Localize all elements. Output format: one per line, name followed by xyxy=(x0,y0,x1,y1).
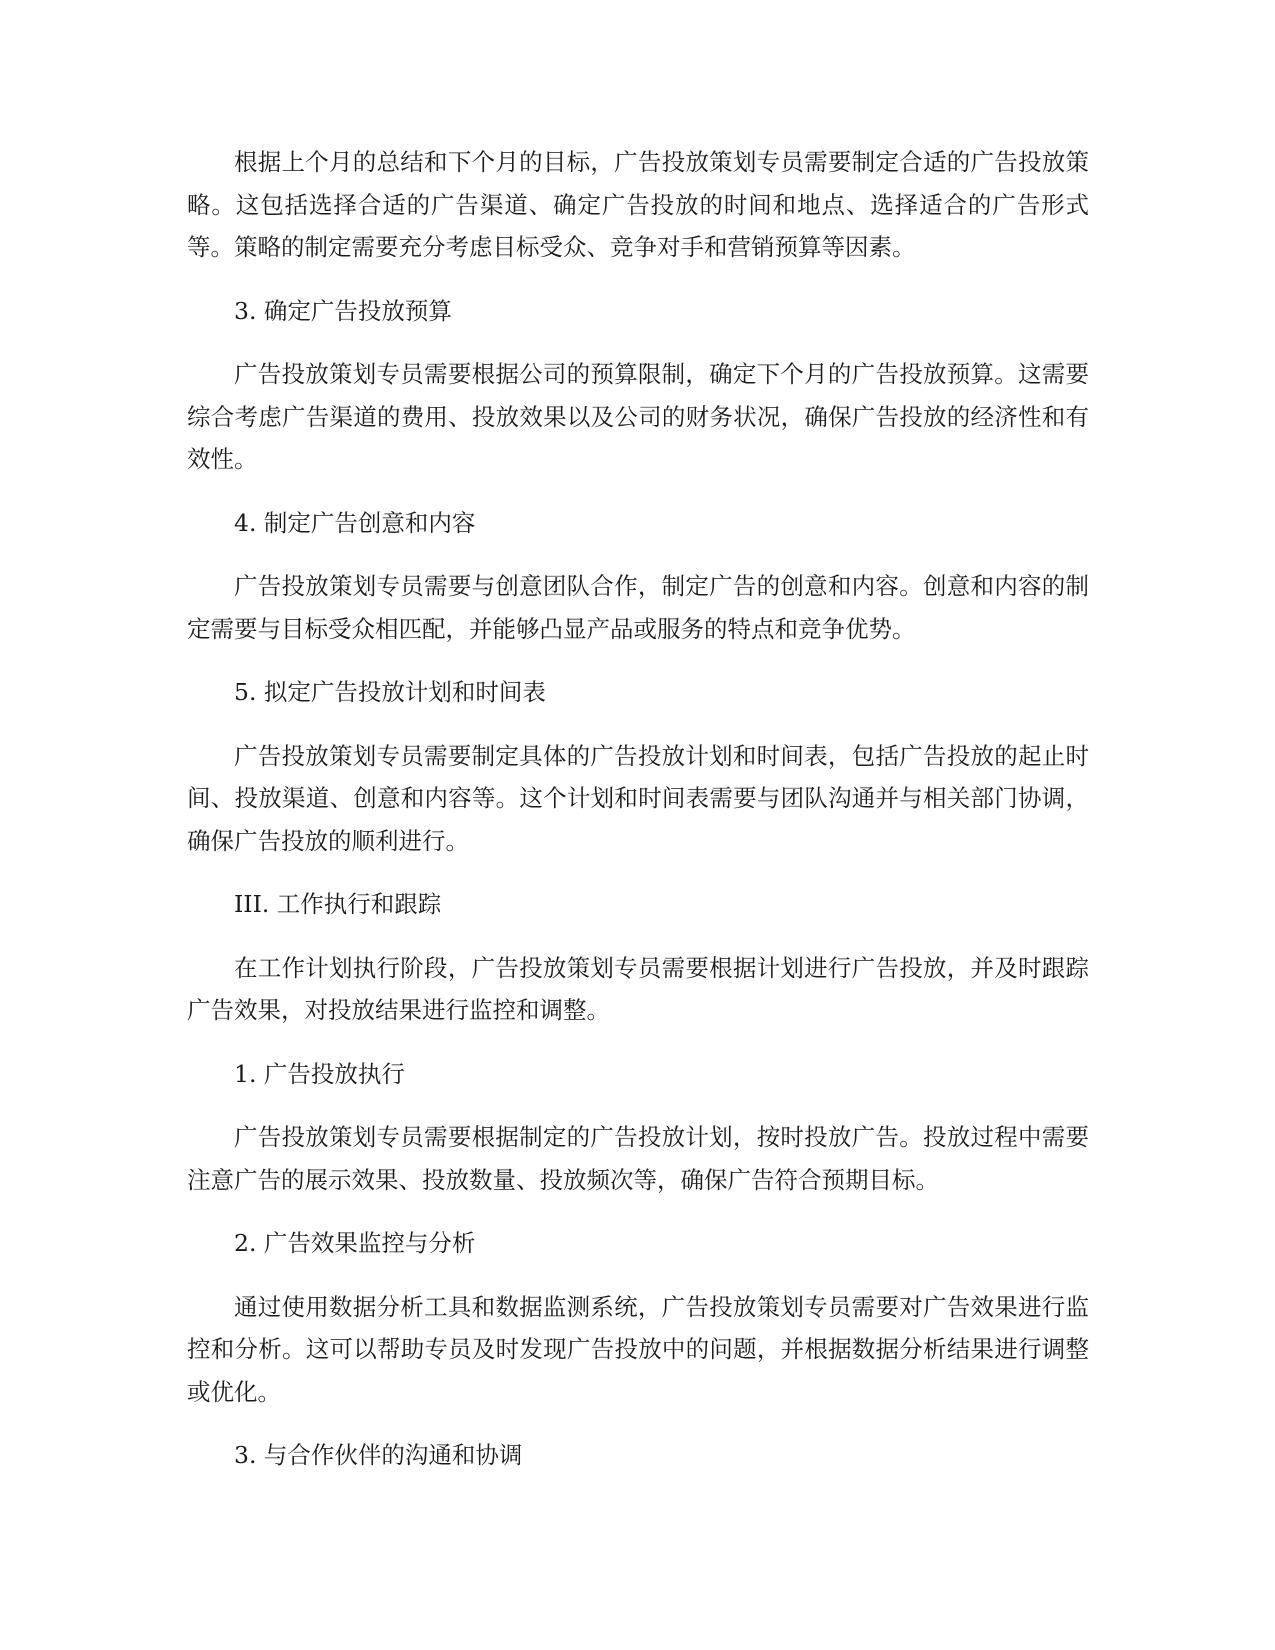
heading-ad-creative: 4. 制定广告创意和内容 xyxy=(234,508,476,537)
paragraph-ad-schedule: 广告投放策划专员需要制定具体的广告投放计划和时间表，包括广告投放的起止时间、投放渠道、创意和内容等。这个计划和时间表需要与团队沟通并与相关部门协调，确保广告投放的顺利进行。 xyxy=(187,741,1089,855)
paragraph-ad-budget: 广告投放策划专员需要根据公司的预算限制，确定下个月的广告投放预算。这需要综合考虑广告渠道的费用、投放效果以及公司的财务状况，确保广告投放的经济性和有效性。 xyxy=(187,360,1089,473)
heading-ad-schedule: 5. 拟定广告投放计划和时间表 xyxy=(234,678,546,706)
paragraph-execution-tracking: 在工作计划执行阶段，广告投放策划专员需要根据计划进行广告投放，并及时跟踪广告效果，对投放结果进行监控和调整。 xyxy=(187,953,1089,1024)
paragraph-ad-monitoring: 通过使用数据分析工具和数据监测系统，广告投放策划专员需要对广告效果进行监控和分析。这可以帮助专员及时发现广告投放中的问题，并根据数据分析结果进行调整或优化。 xyxy=(187,1292,1089,1406)
heading-ad-execution: 1. 广告投放执行 xyxy=(234,1059,405,1088)
heading-execution-tracking: III. 工作执行和跟踪 xyxy=(234,890,442,918)
paragraph-ad-strategy: 根据上个月的总结和下个月的目标，广告投放策划专员需要制定合适的广告投放策略。这包括选择合适的广告渠道、确定广告投放的时间和地点、选择适合的广告形式等。策略的制定需要充分考虑目标受众、竞争对手和营销预算等因素。 xyxy=(187,148,1089,261)
document-body xyxy=(187,141,1089,1498)
heading-partner-communication: 3. 与合作伙伴的沟通和协调 xyxy=(234,1441,523,1469)
paragraph-ad-execution: 广告投放策划专员需要根据制定的广告投放计划，按时投放广告。投放过程中需要注意广告的展示效果、投放数量、投放频次等，确保广告符合预期目标。 xyxy=(187,1123,1089,1194)
heading-ad-budget: 3. 确定广告投放预算 xyxy=(234,296,452,325)
paragraph-ad-creative: 广告投放策划专员需要与创意团队合作，制定广告的创意和内容。创意和内容的制定需要与目标受众相匹配，并能够凸显产品或服务的特点和竞争优势。 xyxy=(187,572,1089,643)
heading-ad-monitoring: 2. 广告效果监控与分析 xyxy=(234,1229,476,1257)
